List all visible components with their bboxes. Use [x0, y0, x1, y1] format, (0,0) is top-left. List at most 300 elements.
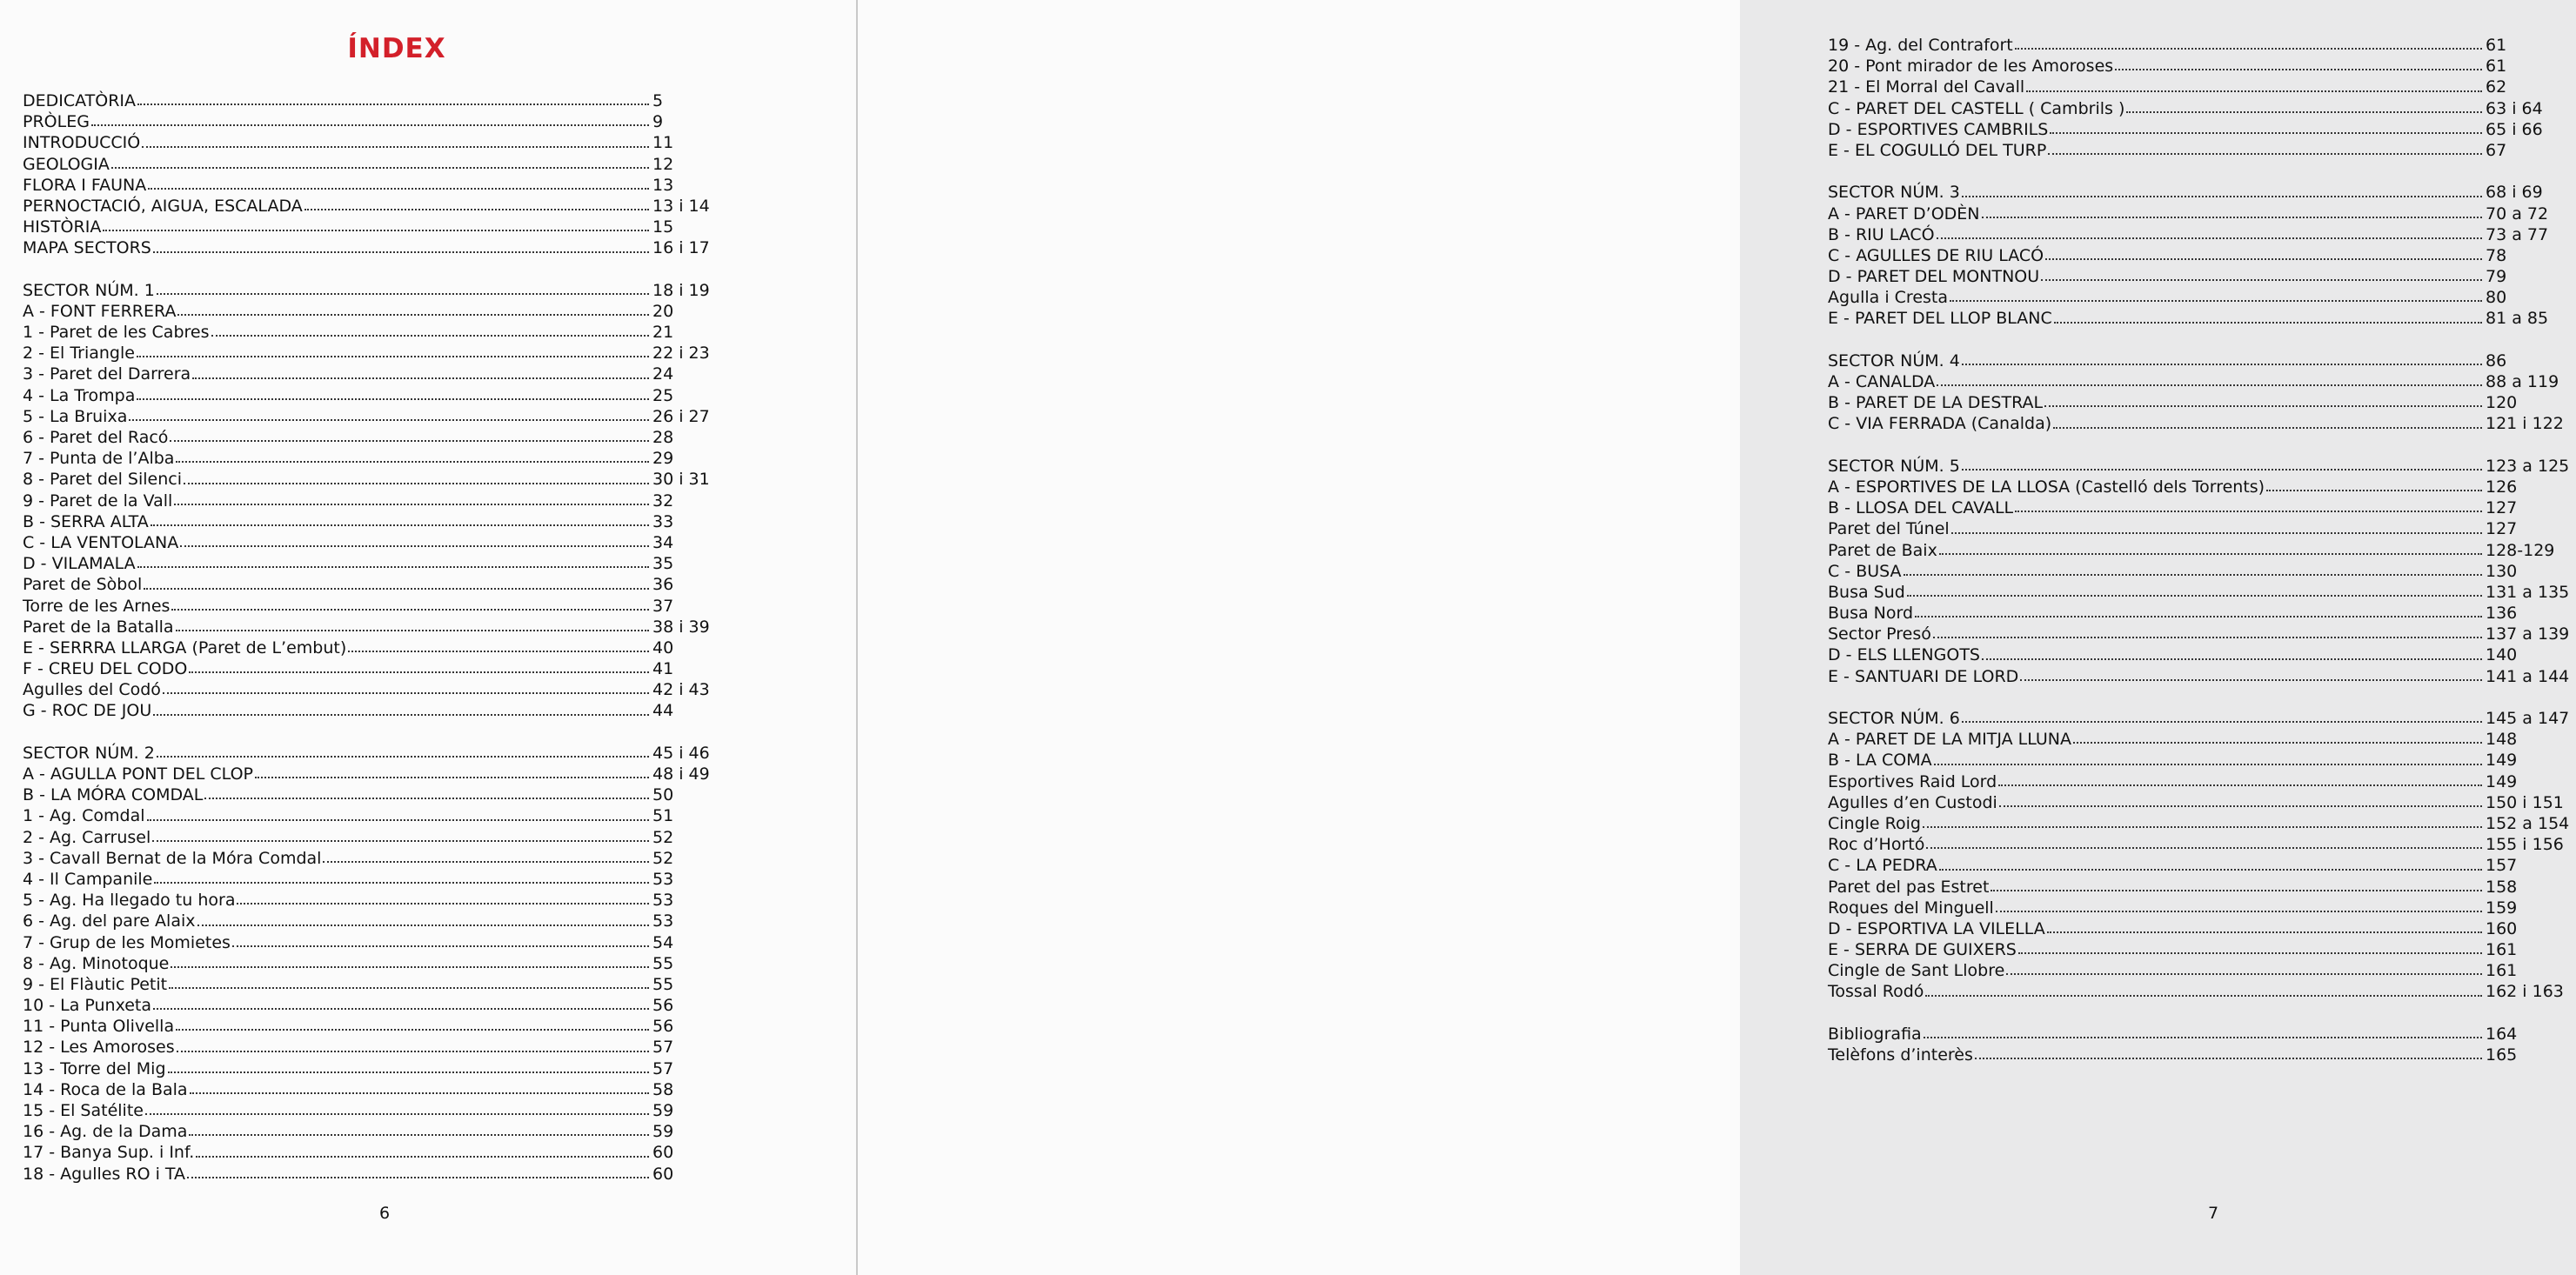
toc-entry: [1828, 624, 2576, 644]
toc-entry-label: HISTÒRIA: [23, 217, 102, 237]
toc-entry: [23, 974, 710, 995]
toc-entry-label: E - PARET DEL LLOP BLANC: [1828, 309, 2052, 329]
dot-leader: [1951, 532, 2482, 534]
dot-leader: [2054, 322, 2482, 324]
toc-entry-label: 7 - Punta de l’Alba: [23, 449, 175, 469]
toc-entry: [1828, 371, 2576, 392]
toc-entry-page: 160: [2486, 918, 2518, 938]
toc-entry: [23, 132, 710, 153]
page-number-left: 6: [379, 1204, 391, 1223]
toc-entry-label: INTRODUCCIÓ: [23, 133, 141, 153]
toc-entry-page: 162 i 163: [2486, 982, 2564, 1002]
toc-entry: [23, 743, 710, 764]
toc-entry-page: 68 i 69: [2486, 183, 2543, 203]
toc-entry: [23, 1058, 710, 1079]
toc-entry-page: 155 i 156: [2486, 835, 2564, 855]
dot-leader: [2115, 69, 2482, 70]
toc-entry-label: 6 - Ag. del pare Alaix: [23, 911, 196, 931]
toc-entry: [23, 196, 710, 217]
toc-entry-label: A - ESPORTIVES DE LA LLOSA (Castelló dels Torrents): [1828, 477, 2265, 497]
toc-entry: [1828, 792, 2576, 813]
toc-entry-page: 79: [2486, 267, 2507, 287]
toc-entry: [1828, 834, 2576, 855]
dot-leader: [171, 966, 649, 968]
toc-entry-label: SECTOR NÚM. 6: [1828, 709, 1960, 728]
toc-entry-label: SECTOR NÚM. 3: [1828, 183, 1960, 203]
toc-entry-page: 18 i 19: [652, 280, 710, 300]
dot-leader: [1999, 805, 2482, 807]
toc-entry: [1828, 308, 2576, 329]
toc-entry: [1828, 540, 2576, 561]
dot-leader: [255, 777, 649, 778]
dot-leader: [187, 1177, 649, 1178]
toc-entry-page: 37: [652, 596, 674, 616]
toc-entry-page: 59: [652, 1101, 674, 1120]
page-number-right: 7: [2208, 1204, 2219, 1223]
toc-entry: [1828, 981, 2576, 1002]
dot-leader: [1962, 469, 2482, 471]
dot-leader: [111, 167, 649, 169]
right-page: [858, 0, 2570, 1275]
toc-entry-page: 161: [2486, 940, 2518, 960]
toc-entry: [1828, 960, 2576, 981]
toc-entry-label: SECTOR NÚM. 5: [1828, 456, 1960, 476]
toc-entry-label: DEDICATÒRIA: [23, 91, 137, 110]
toc-entry-label: 12 - Les Amoroses: [23, 1038, 175, 1058]
toc-entry: [23, 237, 710, 258]
toc-entry: [23, 827, 710, 848]
toc-entry-page: 13 i 14: [652, 196, 710, 216]
dot-leader: [142, 146, 649, 148]
toc-entry-label: 2 - El Triangle: [23, 344, 135, 364]
toc-entry-page: 26 i 27: [652, 406, 710, 426]
dot-leader: [1923, 826, 2482, 828]
toc-entry: [23, 1037, 710, 1058]
toc-entry-page: 60: [652, 1164, 674, 1184]
dot-leader: [1962, 364, 2482, 365]
toc-entry-label: GEOLOGIA: [23, 154, 110, 174]
toc-entry-page: 67: [2486, 140, 2507, 160]
toc-entry-page: 61: [2486, 57, 2507, 77]
toc-entry-page: 9: [652, 112, 664, 132]
toc-entry-label: 2 - Ag. Carrusel: [23, 827, 151, 847]
toc-entry-label: 3 - Paret del Darrera: [23, 364, 191, 384]
dot-leader: [1996, 911, 2482, 912]
toc-entry-page: 61: [2486, 36, 2507, 55]
toc-entry: [1828, 287, 2576, 308]
dot-leader: [154, 882, 649, 884]
dot-leader: [2050, 132, 2482, 134]
toc-entry-page: 52: [652, 848, 674, 868]
toc-entry-page: 88 a 119: [2486, 372, 2559, 391]
toc-entry: [23, 953, 710, 974]
dot-leader: [177, 1051, 649, 1052]
toc-entry-label: Esportives Raid Lord: [1828, 771, 1997, 791]
toc-entry-page: 148: [2486, 730, 2518, 750]
toc-entry: [23, 679, 710, 700]
toc-left-list: [23, 90, 710, 1185]
dot-leader: [189, 671, 649, 673]
toc-entry-page: 28: [652, 428, 674, 447]
toc-entry-label: Bibliografia: [1828, 1024, 1922, 1044]
dot-leader: [323, 861, 649, 863]
toc-entry-page: 127: [2486, 519, 2518, 539]
toc-entry-page: 57: [652, 1038, 674, 1058]
toc-entry-page: 140: [2486, 645, 2518, 665]
dot-leader: [137, 398, 649, 400]
dot-leader: [2126, 111, 2482, 113]
toc-entry: [23, 343, 710, 364]
toc-entry: [23, 469, 710, 490]
toc-entry-page: 32: [652, 491, 674, 511]
toc-entry: [23, 1164, 710, 1185]
dot-leader: [1939, 553, 2482, 555]
toc-entry: [23, 848, 710, 869]
dot-leader: [171, 609, 649, 611]
toc-entry-label: E - SERRA DE GUIXERS: [1828, 940, 2017, 960]
dot-leader: [232, 945, 649, 947]
toc-entry: [1828, 729, 2576, 750]
toc-entry-page: 150 i 151: [2486, 792, 2564, 812]
toc-entry-label: Busa Sud: [1828, 582, 1905, 602]
toc-entry-label: F - CREU DEL CODO: [23, 659, 188, 679]
toc-entry-page: 50: [652, 785, 674, 805]
toc-entry: [1828, 813, 2576, 834]
dot-leader: [192, 377, 649, 379]
toc-entry: [23, 1016, 710, 1037]
toc-entry: [23, 911, 710, 931]
toc-entry: [23, 805, 710, 826]
toc-entry-label: Agulles del Codó: [23, 680, 161, 700]
dot-leader: [2015, 511, 2482, 512]
toc-entry-page: 30 i 31: [652, 470, 710, 490]
dot-leader: [2018, 952, 2482, 954]
dot-leader: [348, 651, 649, 652]
toc-entry: [1828, 582, 2576, 603]
dot-leader: [157, 756, 649, 758]
dot-leader: [211, 335, 650, 337]
toc-entry: [23, 217, 710, 237]
dot-leader: [1904, 574, 2482, 576]
toc-entry-page: 45 i 46: [652, 743, 710, 763]
toc-entry: [1828, 350, 2576, 371]
toc-entry-label: 18 - Agulles RO i TA: [23, 1164, 186, 1184]
toc-entry-page: 44: [652, 701, 674, 721]
toc-entry-label: Paret de la Batalla: [23, 617, 174, 637]
toc-entry-label: 17 - Banya Sup. i Inf.: [23, 1143, 195, 1163]
toc-entry-label: 8 - Paret del Silenci: [23, 470, 182, 490]
toc-entry-label: 9 - Paret de la Vall: [23, 491, 173, 511]
toc-entry-page: 5: [652, 91, 664, 110]
dot-leader: [145, 1113, 649, 1115]
toc-entry-page: 157: [2486, 856, 2518, 876]
dot-leader: [237, 903, 649, 905]
toc-entry-label: SECTOR NÚM. 1: [23, 280, 155, 300]
toc-entry-page: 158: [2486, 877, 2518, 897]
dot-leader: [1982, 217, 2483, 218]
toc-entry: [1828, 518, 2576, 539]
toc-entry-label: 11 - Punta Olivella: [23, 1017, 175, 1037]
dot-leader: [152, 840, 649, 842]
toc-entry-page: 54: [652, 932, 674, 952]
dot-leader: [144, 588, 649, 590]
toc-entry-label: FLORA I FAUNA: [23, 175, 147, 195]
toc-entry: [23, 596, 710, 617]
toc-entry: [1828, 245, 2576, 266]
toc-right-list: [1828, 35, 2576, 1065]
toc-entry-page: 60: [652, 1143, 674, 1163]
toc-entry: [1828, 266, 2576, 287]
toc-entry-label: B - PARET DE LA DESTRAL: [1828, 393, 2044, 413]
dot-leader: [204, 798, 649, 799]
toc-entry-label: Agulles d’en Custodi: [1828, 792, 1997, 812]
toc-entry: [23, 1079, 710, 1100]
dot-leader: [1924, 1037, 2482, 1038]
toc-entry-label: 20 - Pont mirador de les Amoroses: [1828, 57, 2114, 77]
toc-entry-label: Paret del Túnel: [1828, 519, 1950, 539]
dot-leader: [2044, 405, 2482, 407]
toc-entry-label: E - SANTUARI DE LORD: [1828, 666, 2019, 686]
dot-leader: [197, 925, 650, 926]
toc-entry-label: Paret del pas Estret: [1828, 877, 1990, 897]
toc-entry-page: 121 i 122: [2486, 414, 2564, 434]
toc-entry: [1828, 477, 2576, 497]
toc-entry-label: 5 - Ag. Ha llegado tu hora: [23, 891, 236, 911]
toc-entry-page: 51: [652, 806, 674, 826]
toc-entry: [1828, 497, 2576, 518]
toc-entry-label: A - FONT FERRERA: [23, 301, 177, 321]
dot-leader: [1937, 384, 2482, 386]
toc-entry: [1828, 204, 2576, 224]
dot-leader: [1950, 300, 2482, 302]
toc-entry-page: 127: [2486, 498, 2518, 518]
toc-entry-label: 4 - La Trompa: [23, 385, 136, 405]
toc-entry: [1828, 939, 2576, 960]
toc-entry-page: 15: [652, 217, 674, 237]
toc-entry-page: 145 a 147: [2486, 709, 2570, 728]
toc-entry-page: 20: [652, 301, 674, 321]
toc-entry: [23, 448, 710, 469]
toc-entry-label: 19 - Ag. del Contrafort: [1828, 36, 2013, 55]
toc-entry-page: 24: [652, 364, 674, 384]
dot-leader: [151, 524, 649, 526]
toc-entry-page: 56: [652, 996, 674, 1016]
dot-leader: [174, 504, 649, 505]
toc-entry-page: 22 i 23: [652, 344, 710, 364]
dot-leader: [137, 566, 649, 568]
toc-entry: [1828, 750, 2576, 771]
toc-entry-label: PRÒLEG: [23, 112, 90, 132]
toc-entry-page: 81 a 85: [2486, 309, 2549, 329]
toc-entry-label: Tossal Rodó: [1828, 982, 1924, 1002]
toc-entry-label: D - ESPORTIVA LA VILELLA: [1828, 918, 2045, 938]
toc-entry-label: 7 - Grup de les Momietes: [23, 932, 231, 952]
toc-entry-page: 40: [652, 638, 674, 658]
dot-leader: [2026, 90, 2482, 92]
toc-entry-label: 3 - Cavall Bernat de la Móra Comdal: [23, 848, 322, 868]
toc-entry-page: 11: [652, 133, 674, 153]
toc-entry: [1828, 56, 2576, 77]
dot-leader: [190, 1092, 649, 1094]
toc-entry: [23, 301, 710, 322]
toc-entry: [1828, 708, 2576, 729]
toc-entry: [1828, 224, 2576, 245]
dot-leader: [1926, 847, 2482, 849]
toc-entry: [1828, 35, 2576, 56]
dot-leader: [2006, 973, 2482, 975]
toc-entry-page: 36: [652, 575, 674, 595]
toc-entry: [23, 1121, 710, 1142]
toc-entry: [23, 322, 710, 343]
dot-leader: [163, 692, 649, 694]
toc-entry-page: 34: [652, 532, 674, 552]
toc-entry: [23, 617, 710, 638]
toc-entry: [23, 491, 710, 511]
toc-entry-label: 21 - El Morral del Cavall: [1828, 77, 2025, 97]
toc-entry: [23, 280, 710, 301]
toc-entry-page: 63 i 64: [2486, 98, 2543, 118]
toc-entry-label: C - AGULLES DE RIU LACÓ: [1828, 245, 2044, 265]
toc-entry: [23, 784, 710, 805]
dot-leader: [2045, 258, 2482, 260]
toc-entry-page: 159: [2486, 898, 2518, 918]
dot-leader: [1937, 237, 2482, 239]
toc-entry: [23, 406, 710, 427]
toc-entry-label: Roc d’Hortó: [1828, 835, 1925, 855]
toc-entry-label: 5 - La Bruixa: [23, 406, 128, 426]
toc-entry: [23, 700, 710, 721]
toc-entry-page: 56: [652, 1017, 674, 1037]
toc-entry-label: C - LA PEDRA: [1828, 856, 1937, 876]
dot-leader: [189, 1134, 649, 1136]
toc-entry-label: 8 - Ag. Minotoque: [23, 953, 170, 973]
dot-leader: [170, 440, 649, 442]
toc-entry: [23, 932, 710, 953]
toc-entry: [23, 175, 710, 196]
toc-entry-page: 55: [652, 974, 674, 994]
dot-leader: [2020, 679, 2482, 681]
toc-entry: [23, 385, 710, 406]
toc-entry-label: B - RIU LACÓ: [1828, 224, 1935, 244]
toc-entry-page: 48 i 49: [652, 764, 710, 784]
toc-entry-label: D - ELS LLENGOTS: [1828, 645, 1980, 665]
toc-entry-label: E - SERRRA LLARGA (Paret de L’embut): [23, 638, 347, 658]
toc-entry-label: C - PARET DEL CASTELL ( Cambrils ): [1828, 98, 2125, 118]
dot-leader: [129, 419, 649, 421]
dot-leader: [196, 1156, 649, 1158]
dot-leader: [137, 356, 649, 357]
toc-entry: [1828, 98, 2576, 119]
toc-entry-page: 57: [652, 1058, 674, 1078]
dot-leader: [2015, 48, 2482, 50]
index-title: ÍNDEX: [347, 33, 446, 64]
toc-entry-label: 16 - Ag. de la Dama: [23, 1122, 188, 1142]
toc-entry-page: 35: [652, 554, 674, 574]
toc-entry-page: 58: [652, 1079, 674, 1099]
toc-entry-label: E - EL COGULLÓ DEL TURP: [1828, 140, 2047, 160]
dot-leader: [168, 1071, 649, 1073]
toc-entry-page: 21: [652, 323, 674, 343]
dot-leader: [153, 714, 649, 716]
toc-entry-label: 10 - La Punxeta: [23, 996, 152, 1016]
toc-entry-page: 165: [2486, 1045, 2518, 1065]
dot-leader: [304, 209, 649, 210]
toc-entry-page: 59: [652, 1122, 674, 1142]
toc-entry-label: A - CANALDA: [1828, 372, 1936, 391]
toc-entry: [1828, 77, 2576, 97]
toc-entry-page: 53: [652, 869, 674, 889]
dot-leader: [148, 188, 649, 190]
toc-entry-label: A - AGULLA PONT DEL CLOP: [23, 764, 253, 784]
toc-entry-page: 126: [2486, 477, 2518, 497]
toc-entry: [1828, 413, 2576, 434]
toc-entry-label: Roques del Minguell: [1828, 898, 1994, 918]
toc-entry-label: SECTOR NÚM. 2: [23, 743, 155, 763]
toc-entry-page: 33: [652, 511, 674, 531]
toc-entry-page: 120: [2486, 393, 2518, 413]
toc-entry-label: D - ESPORTIVES CAMBRILS: [1828, 119, 2049, 139]
dot-leader: [1934, 764, 2482, 765]
dot-leader: [153, 1008, 649, 1010]
toc-entry-page: 78: [2486, 245, 2507, 265]
dot-leader: [184, 483, 649, 484]
toc-entry-page: 38 i 39: [652, 617, 710, 637]
toc-entry: [1828, 1024, 2576, 1045]
toc-entry-page: 52: [652, 827, 674, 847]
dot-leader: [1939, 869, 2482, 871]
dot-leader: [1975, 1058, 2482, 1059]
dot-leader: [157, 293, 649, 295]
dot-leader: [176, 461, 649, 463]
toc-entry-label: 14 - Roca de la Bala: [23, 1079, 188, 1099]
toc-entry: [23, 532, 710, 553]
toc-entry-page: 80: [2486, 288, 2507, 308]
toc-entry: [1828, 182, 2576, 203]
toc-entry-label: G - ROC DE JOU: [23, 701, 152, 721]
toc-entry-label: SECTOR NÚM. 4: [1828, 350, 1960, 370]
toc-entry-label: 1 - Paret de les Cabres: [23, 323, 210, 343]
left-page: [0, 0, 856, 1275]
toc-entry-label: B - SERRA ALTA: [23, 511, 149, 531]
toc-entry-page: 130: [2486, 561, 2518, 581]
toc-entry-page: 25: [652, 385, 674, 405]
dot-leader: [2053, 427, 2482, 429]
toc-entry: [1828, 456, 2576, 477]
toc-entry: [1828, 877, 2576, 898]
toc-entry-page: 152 a 154: [2486, 813, 2570, 833]
toc-entry-label: 4 - Il Campanile: [23, 869, 153, 889]
toc-entry-page: 136: [2486, 604, 2518, 624]
toc-entry-label: A - PARET D’ODÈN: [1828, 204, 1980, 224]
toc-entry: [1828, 119, 2576, 140]
dot-leader: [180, 545, 649, 547]
toc-entry-page: 16 i 17: [652, 238, 710, 258]
toc-entry-label: Sector Presó: [1828, 624, 1931, 644]
toc-entry: [1828, 855, 2576, 876]
dot-leader: [2048, 153, 2482, 155]
toc-entry-page: 53: [652, 911, 674, 931]
toc-entry-page: 137 a 139: [2486, 624, 2570, 644]
toc-entry-page: 55: [652, 953, 674, 973]
toc-entry-label: MAPA SECTORS: [23, 238, 151, 258]
toc-entry-page: 65 i 66: [2486, 119, 2543, 139]
toc-entry: [1828, 898, 2576, 918]
toc-entry-label: Paret de Sòbol: [23, 575, 143, 595]
toc-entry-label: C - LA VENTOLANA: [23, 532, 179, 552]
toc-entry: [23, 427, 710, 448]
toc-entry-page: 70 a 72: [2486, 204, 2549, 224]
toc-entry: [23, 764, 710, 784]
